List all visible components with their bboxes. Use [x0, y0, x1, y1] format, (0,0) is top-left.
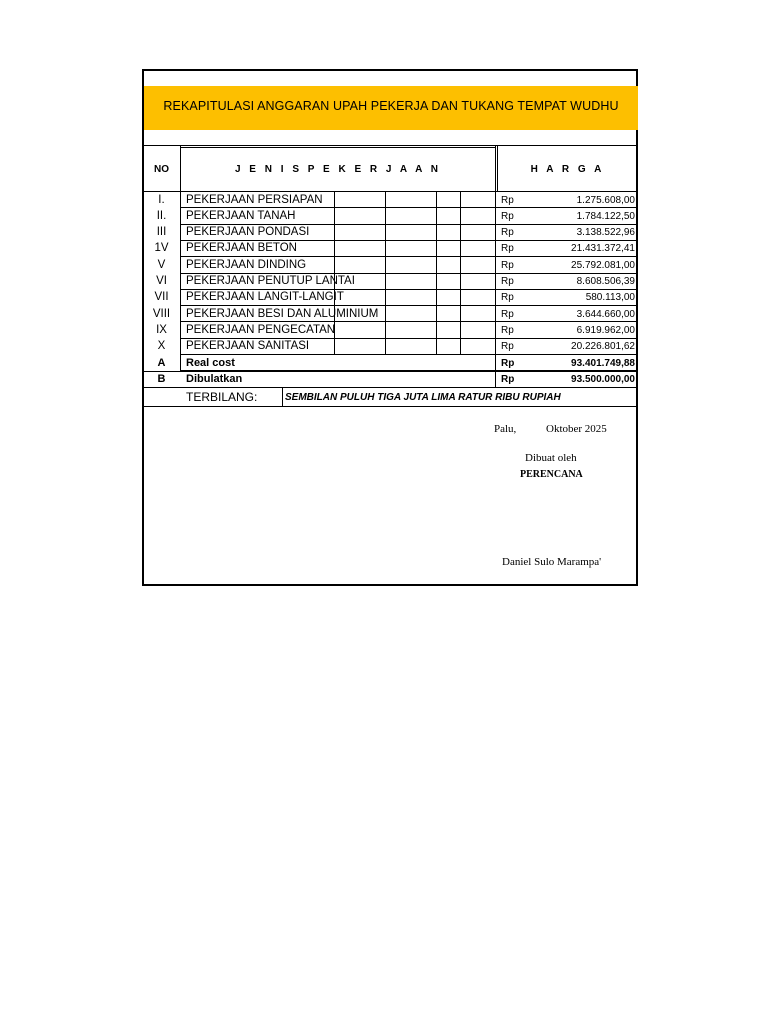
document-title: REKAPITULASI ANGGARAN UPAH PEKERJA DAN TUKANG TEMPAT WUDHU — [163, 99, 619, 113]
header-harga: H A R G A — [530, 164, 605, 175]
row-number: II. — [156, 209, 167, 222]
row-currency: Rp — [501, 357, 515, 369]
row-amount: 20.226.801,62 — [571, 341, 635, 353]
terbilang-label: TERBILANG: — [186, 390, 258, 404]
header-bottom-line — [143, 191, 638, 192]
row-amount: 25.792.081,00 — [571, 259, 635, 271]
row-divider — [180, 354, 638, 355]
row-number: X — [157, 340, 166, 353]
row-amount: 6.919.962,00 — [576, 324, 635, 336]
row-divider — [180, 240, 638, 241]
row-currency: Rp — [501, 243, 514, 255]
row-number: A — [157, 356, 166, 369]
row-divider — [180, 305, 638, 306]
made-by-text: Dibuat oleh — [525, 452, 577, 464]
col-harga-divider — [495, 145, 496, 387]
row-number: III — [156, 226, 167, 239]
header-top-line — [143, 145, 638, 146]
row-work-name: PEKERJAAN PENGECATAN — [186, 323, 336, 336]
header-top-inner-line — [180, 147, 496, 148]
header-no-text: NO — [154, 164, 169, 175]
row-amount: 1.275.608,00 — [576, 194, 635, 206]
row-number: VI — [156, 275, 167, 287]
row-work-name: PEKERJAAN PONDASI — [186, 226, 310, 239]
row-amount: 580.113,00 — [585, 292, 635, 304]
row-number: VIII — [152, 307, 171, 320]
row-currency: Rp — [501, 276, 514, 287]
total-b-bottom-line — [143, 387, 638, 388]
row-work-name: PEKERJAAN BESI DAN ALUMINIUM — [186, 307, 379, 320]
row-divider — [180, 273, 638, 274]
row-currency: Rp — [501, 308, 514, 320]
row-divider — [180, 338, 638, 339]
row-work-name: PEKERJAAN SANITASI — [186, 340, 310, 353]
row-work-name: PEKERJAAN TANAH — [186, 209, 296, 222]
row-divider — [180, 256, 638, 257]
total-a-bottom-line — [143, 371, 638, 372]
row-currency: Rp — [501, 292, 514, 304]
terbilang-bottom-line — [143, 406, 638, 407]
row-number: B — [157, 372, 166, 385]
row-amount: 1.784.122,50 — [576, 210, 635, 222]
header-no — [143, 163, 180, 176]
header-jenis: J E N I S P E K E R J A A N — [234, 164, 442, 175]
row-number: I. — [158, 193, 165, 206]
row-currency: Rp — [501, 194, 514, 206]
row-work-name: PEKERJAAN DINDING — [186, 258, 307, 271]
row-number: VII — [154, 291, 169, 304]
terbilang-value: SEMBILAN PULUH TIGA JUTA LIMA RATUR RIBU RUPIAH — [285, 392, 561, 403]
row-work-name: PEKERJAAN LANGIT-LANGIT — [186, 291, 344, 304]
row-amount: 3.644.660,00 — [576, 308, 635, 320]
row-currency: Rp — [501, 210, 514, 222]
title-band — [144, 86, 638, 130]
role-text: PERENCANA — [520, 469, 583, 480]
row-work-name: Real cost — [186, 356, 235, 369]
terbilang-divider — [282, 388, 283, 406]
row-currency: Rp — [501, 259, 514, 271]
row-amount: 21.431.372,41 — [571, 243, 635, 255]
row-divider — [180, 321, 638, 322]
row-amount: 3.138.522,96 — [576, 227, 635, 239]
row-work-name: Dibulatkan — [186, 372, 243, 385]
row-work-name: PEKERJAAN PERSIAPAN — [186, 193, 323, 206]
row-work-name: PEKERJAAN BETON — [186, 242, 297, 255]
row-currency: Rp — [501, 341, 514, 353]
row-number: V — [157, 258, 166, 271]
row-currency: Rp — [501, 324, 514, 336]
row-amount: 93.401.749,88 — [571, 357, 635, 369]
row-currency: Rp — [501, 227, 514, 239]
place-text: Palu, — [494, 423, 517, 435]
row-divider — [180, 207, 638, 208]
row-number: 1V — [154, 242, 169, 255]
signer-name: Daniel Sulo Marampa' — [502, 556, 602, 568]
row-divider — [180, 289, 638, 290]
row-currency: Rp — [501, 373, 515, 385]
row-work-name: PEKERJAAN PENUTUP LANTAI — [186, 275, 355, 287]
row-amount: 8.608.506,39 — [576, 276, 635, 287]
row-amount: 93.500.000,00 — [571, 373, 635, 385]
row-divider — [180, 224, 638, 225]
date-text: Oktober 2025 — [546, 423, 607, 435]
row-number: IX — [156, 323, 167, 336]
